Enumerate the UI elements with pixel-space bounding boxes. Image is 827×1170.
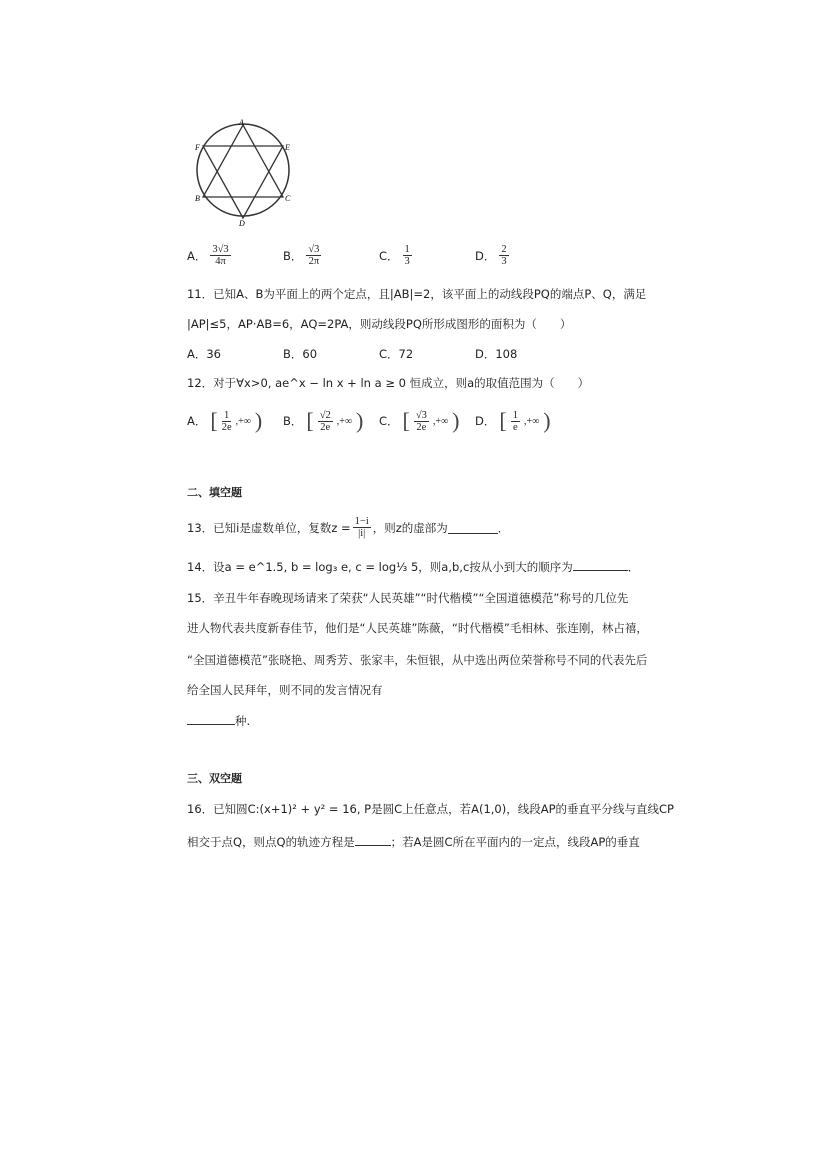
label-d: D — [239, 219, 245, 227]
fraction — [499, 244, 508, 267]
q16-text: 相交于点Q，则点Q的轨迹方程是 — [187, 835, 355, 849]
fraction — [511, 410, 520, 433]
q13-text: 13．已知i是虚数单位，复数z = — [187, 520, 351, 535]
denominator: 2e — [221, 421, 232, 433]
fraction — [353, 516, 371, 539]
q11-option-d: D．108 — [475, 347, 518, 361]
numerator: 1 — [512, 409, 518, 421]
answer-blank[interactable] — [573, 558, 628, 571]
numerator: 3√3 — [212, 244, 229, 255]
paren: ) — [452, 408, 460, 433]
q13 — [187, 516, 509, 539]
q10-option-d — [475, 244, 509, 267]
denominator: e — [512, 421, 518, 433]
q11-option-c: C．72 — [379, 347, 414, 361]
q15-answer — [187, 712, 250, 729]
hexagram-figure — [192, 115, 302, 227]
triangle-up — [203, 125, 283, 197]
paren: ) — [254, 408, 263, 433]
denominator: 4π — [215, 256, 226, 267]
fraction — [210, 244, 230, 267]
q10-option-b — [283, 244, 321, 267]
label-a: A — [239, 118, 244, 127]
q12-option-b — [283, 408, 363, 434]
denominator: |i| — [358, 528, 366, 539]
q15-line-3: “全国道德模范”张晓艳、周秀芳、张家丰，朱恒银，从中选出两位荣誉称号不同的代表先后 — [187, 653, 648, 667]
circle — [197, 124, 289, 216]
bracket: [ — [499, 408, 507, 433]
denominator: 3 — [501, 256, 507, 267]
label-e: E — [285, 143, 290, 152]
q16-line-1: 16．已知圆C:(x+1)² + y² = 16, P是圆C上任意点，若A(1,0)，线段AP的垂直平分线与直线CP — [187, 802, 674, 816]
answer-blank[interactable] — [448, 521, 498, 534]
option-letter: B． — [283, 414, 303, 428]
paren: ) — [356, 408, 364, 433]
fraction — [403, 244, 412, 267]
fraction — [414, 410, 429, 433]
bracket: [ — [210, 408, 218, 433]
answer-blank[interactable] — [187, 712, 235, 725]
numerator: 1 — [404, 244, 410, 255]
q16-text: ；若A是圆C所在平面内的一定点，线段AP的垂直 — [390, 835, 640, 849]
q14-end: ． — [627, 560, 640, 574]
q15-line-1: 15．辛丑牛年春晚现场请来了荣获“人民英雄”“时代楷模”“全国道德模范”称号的几位先 — [187, 591, 629, 605]
q12-line-1: 12．对于∀x>0, ae^x − ln x + ln a ≥ 0 恒成立，则a的取值范围为（ ） — [187, 376, 590, 390]
denominator: 2π — [308, 256, 320, 267]
fraction — [318, 410, 333, 433]
q12-option-d — [475, 408, 551, 434]
denominator: 2e — [416, 421, 427, 433]
q15-line-4: 给全国人民拜年，则不同的发言情况有 — [187, 683, 383, 697]
option-letter: D． — [475, 248, 496, 263]
q13-text: ，则z的虚部为 — [372, 520, 448, 535]
q14 — [187, 558, 639, 575]
option-letter: A． — [187, 414, 207, 428]
q11-line-1: 11．已知A、B为平面上的两个定点，且|AB|=2，该平面上的动线段PQ的端点P、Q，满足 — [187, 287, 647, 301]
q10-option-a — [187, 244, 231, 267]
denominator: 3 — [404, 256, 410, 267]
q15-end: 种. — [235, 714, 251, 728]
bracket: [ — [402, 408, 410, 433]
q15-line-2: 进人物代表共度新春佳节，他们是“人民英雄”陈薇，“时代楷模”毛相林、张连刚，林占禧， — [187, 621, 648, 635]
interval-tail: ,+∞ — [523, 415, 540, 427]
option-letter: B． — [283, 248, 303, 263]
option-letter: C． — [379, 414, 399, 428]
q16-line-2 — [187, 833, 640, 850]
interval-tail: ,+∞ — [235, 415, 251, 427]
fraction — [306, 244, 321, 267]
bracket: [ — [306, 408, 314, 433]
fraction — [222, 410, 232, 433]
numerator: 1 — [224, 409, 230, 421]
q11-option-b: B．60 — [283, 347, 318, 361]
numerator: 1−i — [354, 516, 369, 527]
section-heading-fill-in: 二、填空题 — [187, 486, 242, 499]
option-letter: A． — [187, 248, 207, 263]
denominator: 2e — [320, 421, 331, 433]
numerator: √3 — [308, 244, 320, 255]
q11-option-a: A．36 — [187, 347, 222, 361]
q14-text: 14．设a = e^1.5, b = log₃ e, c = log⅓ 5，则a,b,c按从小到大的顺序为 — [187, 560, 573, 574]
option-letter: D． — [475, 414, 496, 428]
interval-tail: ,+∞ — [432, 415, 449, 427]
label-c: C — [285, 194, 291, 203]
q12-option-a — [187, 408, 262, 434]
label-b: B — [195, 194, 200, 203]
interval-tail: ,+∞ — [336, 415, 353, 427]
numerator: 2 — [501, 244, 507, 255]
q12-option-c — [379, 408, 459, 434]
option-letter: C． — [379, 248, 399, 263]
label-f: F — [195, 143, 200, 152]
q13-end: ． — [497, 520, 510, 535]
numerator: √3 — [415, 409, 427, 421]
q11-line-2: |AP|≤5，AP·AB=6，AQ=2PA，则动线段PQ所形成图形的面积为（ ） — [187, 317, 572, 331]
section-heading-double-blank: 三、双空题 — [187, 772, 242, 785]
answer-blank[interactable] — [355, 833, 391, 846]
numerator: √2 — [319, 409, 331, 421]
paren: ) — [543, 408, 551, 433]
q10-option-c — [379, 244, 412, 267]
